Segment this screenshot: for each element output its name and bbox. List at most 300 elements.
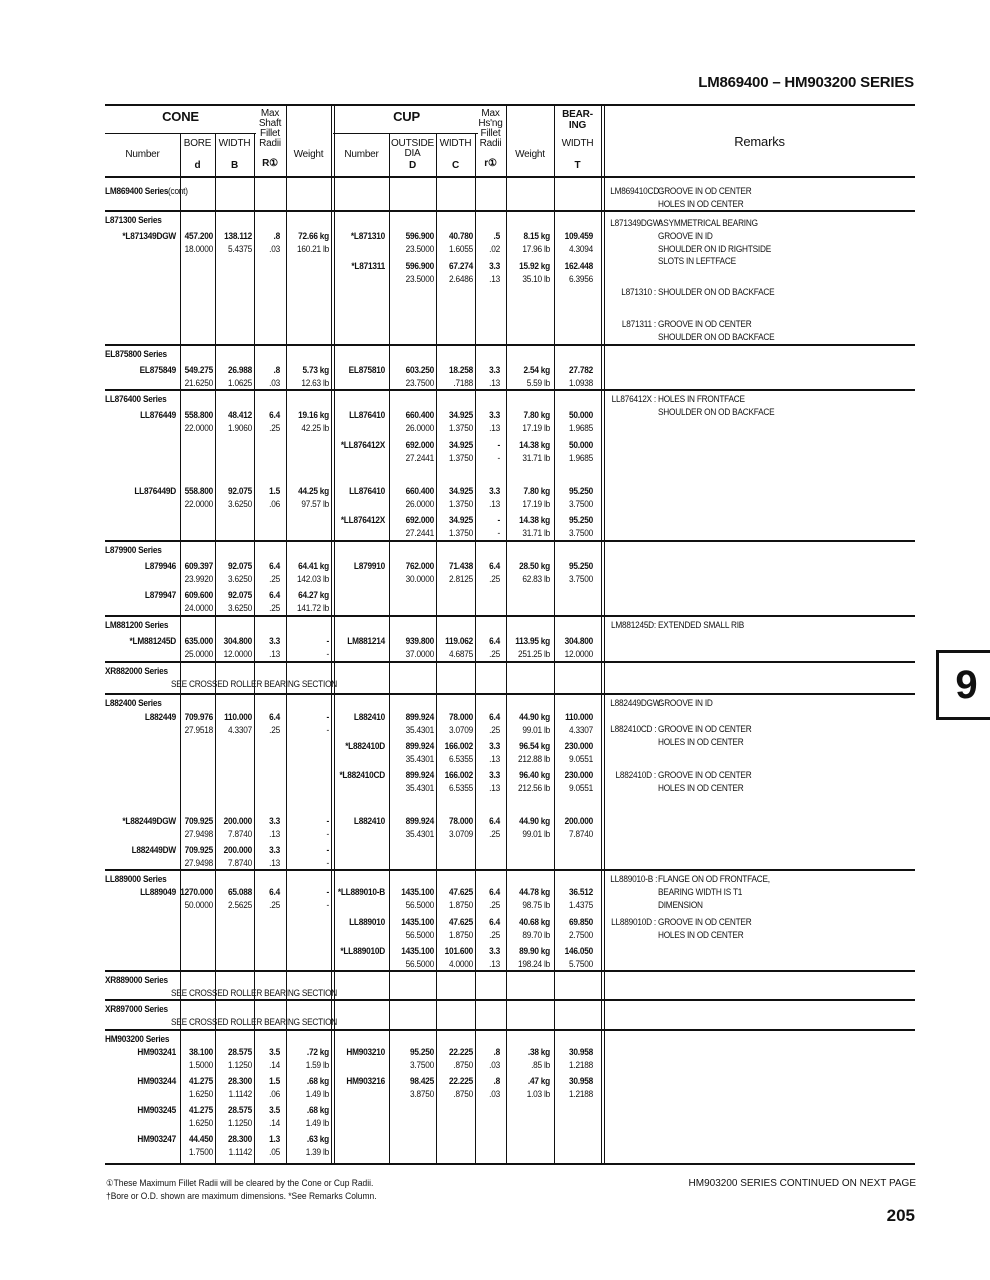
remark-text: SHOULDER ON OD BACKFACE [658,286,775,297]
outside-dia-header: OUTSIDE [390,138,435,149]
bearing-width-header: WIDTH [561,138,594,149]
cup-width-value: 18.258 [449,365,473,375]
od-value: 35.4301 [405,782,434,793]
od-value: 26.0000 [405,422,434,433]
max-shaft-fillet-header: Shaft [258,118,282,129]
cup-width-value: 1.3750 [449,452,473,463]
cone-width-value: 3.6250 [228,573,252,584]
cone-weight-value: - [326,899,329,910]
group-rule [105,540,915,542]
cup-part-number: *L871310 [350,231,385,241]
cup-width-value: 40.780 [449,231,473,241]
housing-radius-value: .5 [493,231,500,241]
cone-weight-value: - [326,712,329,722]
cup-width-value: 34.925 [449,486,473,496]
bore-value: 709.976 [184,712,213,722]
series-label: HM903200 Series [105,1034,170,1044]
remark-code: LL889010D : [611,916,656,927]
shaft-radius-value: .13 [269,648,280,659]
cone-part-number: L879947 [144,590,176,600]
shaft-radius-value: 6.4 [269,410,280,420]
bearing-width-value: 1.2188 [569,1059,593,1070]
shaft-radius-value: .25 [269,422,280,433]
cone-width-value: 28.575 [228,1047,252,1057]
bore-value: 549.275 [184,365,213,375]
remark-text: SHOULDER ON OD BACKFACE [658,405,775,417]
cone-weight-value: - [326,845,329,855]
housing-radius-value: .03 [489,1088,500,1099]
cone-width-value: 3.6250 [228,498,252,509]
cone-part-number: HM903244 [137,1076,176,1086]
cone-width-value: 48.412 [228,410,252,420]
cup-weight-value: 17.19 lb [522,422,550,433]
housing-radius-value: .13 [489,753,500,764]
cone-weight-value: 42.25 lb [301,422,329,433]
remark-code: L882449DGW: [610,697,663,708]
shaft-radius-value: 6.4 [269,590,280,600]
bearing-header: BEAR- [562,109,593,120]
od-value: 30.0000 [405,573,434,584]
od-value: 35.4301 [405,724,434,735]
od-value: 762.000 [405,561,434,571]
shaft-radius-value: .25 [269,899,280,910]
remark-code: L871310 : [621,286,656,297]
bore-value: 23.9920 [184,573,213,584]
cup-weight-value: 212.88 lb [517,753,550,764]
see-section-note: SEE CROSSED ROLLER BEARING SECTION [171,679,338,689]
cone-number-header: Number [125,149,160,160]
series-label: LM881200 Series [105,620,169,630]
bearing-width-value: 36.512 [569,887,593,897]
footnote-bore: †Bore or O.D. shown are maximum dimensions. *See Remarks Column. [106,1191,377,1201]
bearing-width-value: 1.2188 [569,1088,593,1099]
cup-weight-value: 96.40 kg [519,770,550,780]
bearing-width-value: 230.000 [564,770,593,780]
shaft-radius-value: 3.3 [269,636,280,646]
remark-text: GROOVE IN ID [658,229,713,241]
bore-value: 22.0000 [184,422,213,433]
cup-number-header: Number [344,149,379,160]
shaft-radius-value: 3.3 [269,816,280,826]
bearing-width-value: 4.3307 [569,724,593,735]
cup-part-number: *L871311 [351,261,385,271]
remarks-header: Remarks [734,134,785,149]
cone-weight-value: 160.21 lb [296,243,329,254]
cup-weight-value: 28.50 kg [519,561,550,571]
cone-width-value: 1.1142 [228,1088,252,1099]
cup-weight-value: 31.71 lb [522,527,550,538]
cone-width-value: 26.988 [228,365,252,375]
od-value: 1435.100 [401,917,434,927]
shaft-radius-value: 3.5 [269,1105,280,1115]
bore-value: 38.100 [189,1047,213,1057]
cup-width-value: 1.8750 [449,899,473,910]
cup-width-value: 34.925 [449,440,473,450]
group-rule [105,615,915,617]
od-symbol: D [408,160,417,171]
housing-radius-value: .13 [489,422,500,433]
series-label: LM869400 Series [105,186,169,196]
bore-value: 1.5000 [189,1059,213,1070]
series-label: LL876400 Series [105,394,167,404]
shaft-radius-value: 6.4 [269,887,280,897]
remark-text: SHOULDER ON ID RIGHTSIDE [658,242,771,254]
od-value: 939.800 [405,636,434,646]
bearing-width-value: 12.0000 [564,648,593,659]
bearing-width-value: 69.850 [569,917,593,927]
bore-value: 24.0000 [184,602,213,613]
remark-code: LM881245D: [610,619,656,630]
housing-radius-value: 6.4 [489,712,500,722]
series-label: XR897000 Series [105,1004,168,1014]
cup-weight-value: 8.15 kg [523,231,550,241]
cup-weight-value: 14.38 kg [519,515,550,525]
cup-width-value: 47.625 [449,917,473,927]
od-value: 56.5000 [405,958,434,969]
bearing-width-value: 9.0551 [569,782,593,793]
remark-code: LL876412X : [611,393,656,404]
remark-text: DIMENSION [658,898,703,910]
cone-part-number: LL876449D [134,486,176,496]
bearing-width-value: 30.958 [569,1076,593,1086]
od-value: 23.5000 [405,243,434,254]
cup-weight-value: 15.92 kg [519,261,550,271]
cone-width-value: 1.1250 [228,1059,252,1070]
bore-value: 21.6250 [184,377,213,388]
cup-part-number: LM881214 [347,636,385,646]
bore-value: 44.450 [189,1134,213,1144]
housing-radius-symbol: r① [484,158,497,169]
bore-value: 1.6250 [189,1117,213,1128]
remark-text: BEARING WIDTH IS T1 [658,885,743,897]
group-rule [105,389,915,391]
od-value: 899.924 [405,770,434,780]
max-shaft-fillet-header: Max [260,108,280,119]
bore-value: 609.600 [184,590,213,600]
shaft-radius-value: .06 [269,1088,280,1099]
cup-width-value: 1.6055 [449,243,473,254]
bearing-width-value: 2.7500 [569,929,593,940]
series-label: L879900 Series [105,545,162,555]
remark-code: L882410D : [615,769,656,780]
cone-weight-value: - [326,648,329,659]
cone-width-value: 92.075 [228,561,252,571]
cone-part-number: *LM881245D [129,636,176,646]
bearing-width-value: 4.3094 [569,243,593,254]
bearing-header: ING [568,120,587,131]
od-value: 27.2441 [405,452,434,463]
cone-width-value: 92.075 [228,590,252,600]
bearing-width-value: 95.250 [569,515,593,525]
cup-width-value: 67.274 [449,261,473,271]
cone-weight-value: .63 kg [306,1134,329,1144]
cup-width-value: 2.8125 [449,573,473,584]
shaft-radius-value: .03 [269,243,280,254]
cup-part-number: HM903216 [346,1076,385,1086]
bore-value: 27.9498 [184,828,213,839]
od-value: 596.900 [405,261,434,271]
cone-part-number: L882449 [144,712,176,722]
od-value: 95.250 [410,1047,434,1057]
cup-part-number: *L882410D [345,741,385,751]
bearing-width-value: 200.000 [564,816,593,826]
shaft-radius-value: .25 [269,602,280,613]
cone-width-value: 12.0000 [223,648,252,659]
cup-weight-value: 99.01 lb [522,828,550,839]
od-value: 660.400 [405,410,434,420]
cup-width-value: .7188 [453,377,473,388]
cup-part-number: EL875810 [348,365,385,375]
cup-header: CUP [393,109,420,124]
housing-radius-value: - [497,515,500,525]
cup-weight-value: 96.54 kg [519,741,550,751]
shaft-radius-value: .06 [269,498,280,509]
shaft-radius-value: .05 [269,1146,280,1157]
page-number: 205 [886,1206,915,1225]
od-value: 23.5000 [405,273,434,284]
cone-width-value: 2.5625 [228,899,252,910]
bore-value: 18.0000 [184,243,213,254]
bearing-width-value: 109.459 [564,231,593,241]
cup-weight-value: 5.59 lb [526,377,550,388]
outside-dia-header: DIA [404,148,421,159]
see-section-note: SEE CROSSED ROLLER BEARING SECTION [171,988,338,998]
cup-width-value: .8750 [453,1088,473,1099]
cone-part-number: LL876449 [140,410,176,420]
bearing-width-symbol: T [574,160,581,171]
max-shaft-fillet-header: Fillet [260,128,280,139]
cup-width-value: 6.5355 [449,753,473,764]
cup-width-value: 22.225 [449,1076,473,1086]
bore-value: 709.925 [184,816,213,826]
cone-weight-value: - [326,887,329,897]
bore-value: 27.9498 [184,857,213,868]
cup-weight-value: 89.70 lb [522,929,550,940]
remark-text: GROOVE IN OD CENTER [658,723,752,734]
cone-width-value: 65.088 [228,887,252,897]
housing-radius-value: .25 [489,724,500,735]
see-section-note: SEE CROSSED ROLLER BEARING SECTION [171,1017,338,1027]
remark-text: GROOVE IN OD CENTER [658,769,752,780]
cup-weight-value: 44.90 kg [519,816,550,826]
cone-weight-value: - [326,828,329,839]
od-value: 1435.100 [401,946,434,956]
cup-part-number: *LL876412X [340,515,385,525]
column-divider [604,106,605,1163]
cone-weight-value: 142.03 lb [296,573,329,584]
cup-width-value: .8750 [453,1059,473,1070]
bearing-width-value: 95.250 [569,486,593,496]
od-value: 35.4301 [405,753,434,764]
group-rule [105,210,915,212]
od-value: 1435.100 [401,887,434,897]
cup-weight-value: 17.96 lb [522,243,550,254]
cone-width-value: 1.1142 [228,1146,252,1157]
group-rule [105,1029,915,1031]
cone-width-value: 28.300 [228,1076,252,1086]
cone-width-value: 4.3307 [228,724,252,735]
cup-weight-value: 35.10 lb [522,273,550,284]
cone-weight-value: - [326,636,329,646]
cup-weight-value: 98.75 lb [522,899,550,910]
od-value: 692.000 [405,440,434,450]
bore-value: 27.9518 [184,724,213,735]
cup-weight-value: 44.90 kg [519,712,550,722]
housing-radius-value: .13 [489,498,500,509]
cup-width-value: 1.8750 [449,929,473,940]
bore-symbol: d [194,160,201,171]
shaft-radius-value: 6.4 [269,561,280,571]
cup-width-value: 71.438 [449,561,473,571]
housing-radius-value: 3.3 [489,770,500,780]
cup-weight-value: 2.54 kg [523,365,550,375]
cone-width-value: 138.112 [224,231,252,241]
od-value: 3.7500 [410,1059,434,1070]
series-title: LM869400 – HM903200 SERIES [698,74,914,91]
group-rule [105,344,915,346]
housing-radius-value: 6.4 [489,636,500,646]
cup-width-value: 119.062 [445,636,473,646]
cup-width-value: 6.5355 [449,782,473,793]
shaft-radius-symbol: R① [262,158,278,169]
bore-value: 41.275 [189,1076,213,1086]
bearing-width-value: 95.250 [569,561,593,571]
housing-radius-value: 6.4 [489,816,500,826]
cup-width-value: 1.3750 [449,498,473,509]
cone-weight-value: 1.49 lb [305,1088,329,1099]
header-bottom-rule [105,176,915,178]
cup-part-number: LL889010 [349,917,385,927]
remark-text: GROOVE IN OD CENTER [658,916,752,927]
cone-weight-value: .68 kg [306,1076,329,1086]
cup-width-value: 4.0000 [449,958,473,969]
shaft-radius-value: 1.5 [269,1076,280,1086]
cup-header-rule [333,133,478,134]
cup-part-number: L879910 [353,561,385,571]
cone-weight-value: 141.72 lb [296,602,329,613]
cone-header: CONE [162,109,199,124]
cup-weight-value: 212.56 lb [517,782,550,793]
cup-weight-value: 14.38 kg [519,440,550,450]
bearing-width-value: 1.0938 [569,377,593,388]
housing-radius-value: 3.3 [489,365,500,375]
bore-value: 50.0000 [184,899,213,910]
shaft-radius-value: 3.5 [269,1047,280,1057]
cone-width-value: 5.4375 [228,243,252,254]
bearing-width-value: 1.9685 [569,452,593,463]
cone-part-number: *L871349DGW [122,231,176,241]
cone-weight-value: 1.59 lb [305,1059,329,1070]
cup-weight-value: 7.80 kg [523,486,550,496]
cone-weight-value: 97.57 lb [301,498,329,509]
bearing-width-value: 7.8740 [569,828,593,839]
housing-radius-value: 3.3 [489,261,500,271]
remark-text: GROOVE IN ID [658,697,713,708]
cup-weight-value: .38 kg [527,1047,550,1057]
bearing-width-value: 110.000 [565,712,593,722]
bearing-width-value: 304.800 [564,636,593,646]
bore-value: 1.7500 [189,1146,213,1157]
cup-width-symbol: C [451,160,460,171]
cup-width-value: 1.3750 [449,527,473,538]
group-rule [105,869,915,871]
shaft-radius-value: 1.3 [269,1134,280,1144]
cone-width-symbol: B [230,160,239,171]
cone-width-value: 92.075 [228,486,252,496]
od-value: 23.7500 [405,377,434,388]
cup-width-value: 101.600 [444,946,473,956]
bore-value: 558.800 [184,486,213,496]
shaft-radius-value: .25 [269,573,280,584]
bore-value: 1.6250 [189,1088,213,1099]
cone-part-number: HM903247 [137,1134,176,1144]
remark-code: L871311 : [621,318,656,329]
group-rule [105,970,915,972]
remark-code: L871349DGW: [610,217,663,228]
housing-radius-value: 3.3 [489,946,500,956]
table-bottom-rule [105,1163,915,1165]
od-value: 35.4301 [405,828,434,839]
bearing-width-value: 6.3956 [569,273,593,284]
cup-weight-value: 7.80 kg [523,410,550,420]
cup-part-number: LL876410 [349,486,385,496]
cone-part-number: HM903241 [137,1047,176,1057]
cone-part-number: L882449DW [131,845,176,855]
od-value: 596.900 [405,231,434,241]
remark-text: HOLES IN FRONTFACE [658,393,745,404]
housing-radius-value: .25 [489,828,500,839]
cone-part-number: EL875849 [139,365,176,375]
bearing-width-value: 146.050 [564,946,593,956]
cup-weight-value: 17.19 lb [522,498,550,509]
housing-radius-value: .13 [489,273,500,284]
bearing-width-value: 3.7500 [569,527,593,538]
bore-value: 457.200 [184,231,213,241]
cup-part-number: *LL889010-B [337,887,385,897]
bore-header: BORE [183,138,212,149]
od-value: 56.5000 [405,929,434,940]
cone-weight-value: .72 kg [306,1047,329,1057]
housing-radius-value: 3.3 [489,741,500,751]
continued-note: HM903200 SERIES CONTINUED ON NEXT PAGE [688,1178,916,1189]
cone-weight-value: 1.49 lb [305,1117,329,1128]
shaft-radius-value: 1.5 [269,486,280,496]
cup-width-value: 34.925 [449,410,473,420]
cone-weight-value: 19.16 kg [298,410,329,420]
cup-width-value: 78.000 [449,816,473,826]
shaft-radius-value: .13 [269,857,280,868]
series-label: L882400 Series [105,698,162,708]
housing-radius-value: 3.3 [489,486,500,496]
od-value: 56.5000 [405,899,434,910]
housing-radius-value: .8 [493,1047,500,1057]
cone-weight-header: Weight [293,149,324,160]
cone-width-value: 7.8740 [228,828,252,839]
cone-weight-value: 72.66 kg [298,231,329,241]
group-rule [105,661,915,663]
cone-width-value: 304.800 [223,636,252,646]
cone-width-value: 7.8740 [228,857,252,868]
cup-part-number: *L882410CD [339,770,385,780]
cup-weight-value: .47 kg [527,1076,550,1086]
shaft-radius-value: .14 [269,1117,280,1128]
cup-weight-value: 1.03 lb [526,1088,550,1099]
cup-weight-value: 44.78 kg [519,887,550,897]
cup-width-value: 78.000 [449,712,473,722]
housing-radius-value: 6.4 [489,917,500,927]
cup-weight-value: 251.25 lb [517,648,550,659]
cone-weight-value: 1.39 lb [305,1146,329,1157]
